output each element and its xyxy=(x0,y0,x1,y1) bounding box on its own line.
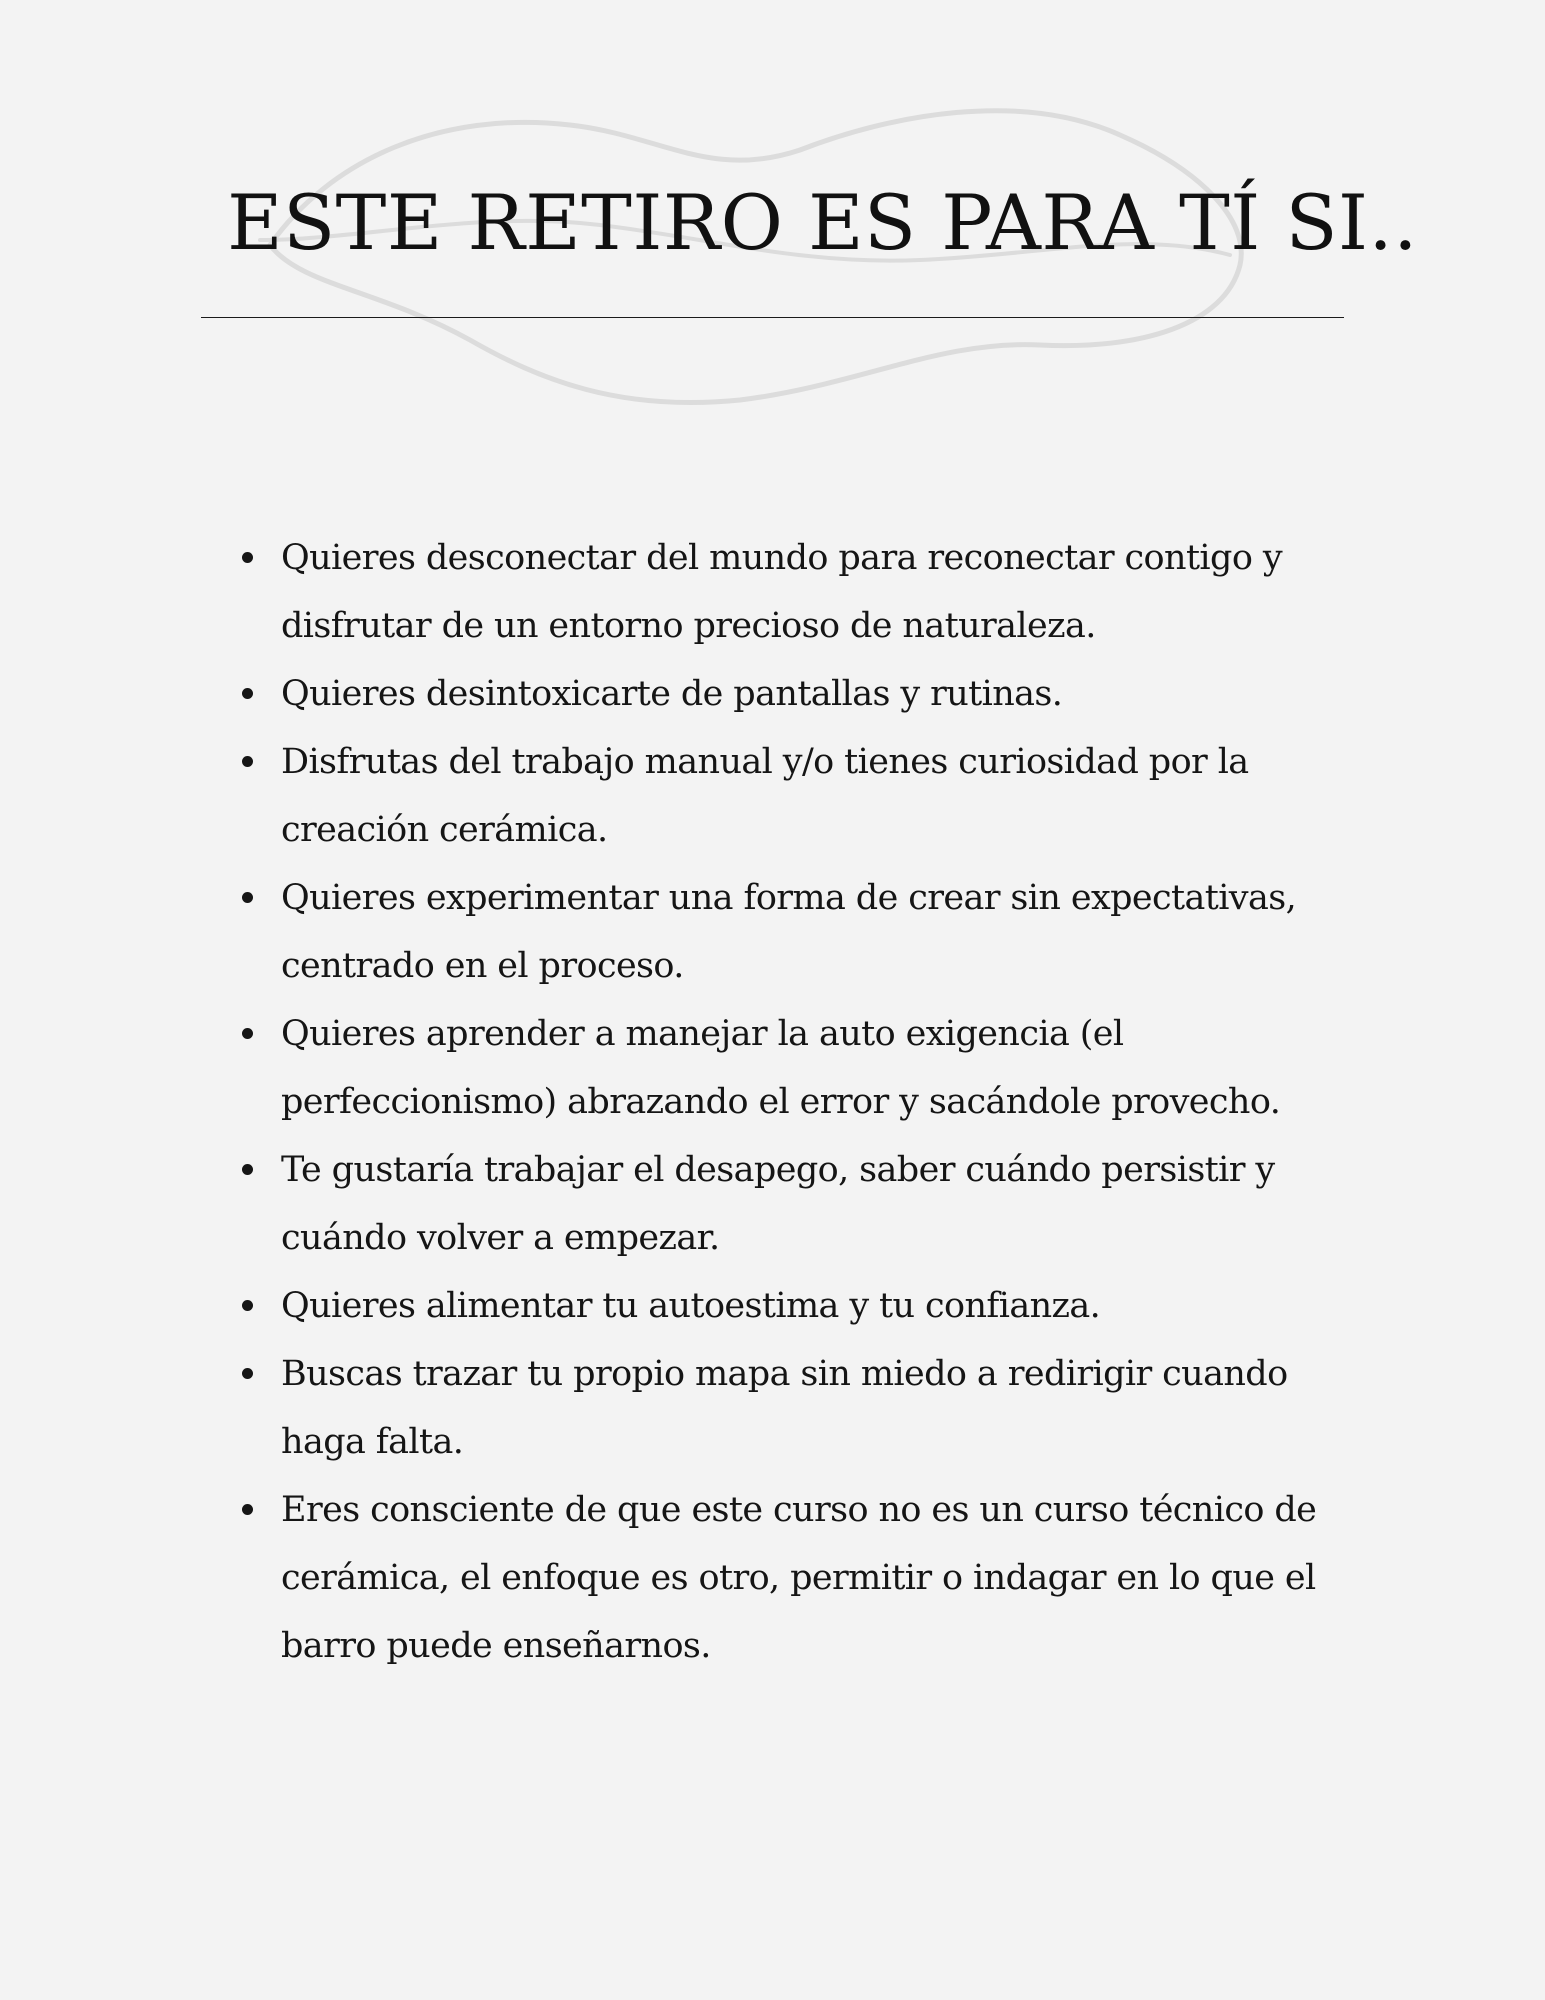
list-item xyxy=(281,524,1361,660)
page-title: ESTE RETIRO ES PARA TÍ SI.. xyxy=(227,178,1418,267)
list-item-text: Quieres desconectar del mundo para reconectar contigo y disfrutar de un entorno precioso de naturaleza. xyxy=(281,538,1282,646)
bullet-icon xyxy=(242,688,253,699)
bullet-icon xyxy=(242,756,253,767)
list-item-text: Te gustaría trabajar el desapego, saber cuándo persistir y cuándo volver a empezar. xyxy=(281,1150,1275,1258)
list-item-text: Quieres alimentar tu autoestima y tu confianza. xyxy=(281,1286,1101,1326)
list-item xyxy=(281,1476,1361,1680)
list-item xyxy=(281,1272,1361,1340)
bullet-icon xyxy=(242,1504,253,1515)
list-item xyxy=(281,1340,1361,1476)
bullet-icon xyxy=(242,1028,253,1039)
bullet-icon xyxy=(242,1300,253,1311)
list-item xyxy=(281,728,1361,864)
list-item xyxy=(281,864,1361,1000)
list-item-text: Quieres aprender a manejar la auto exigencia (el perfeccionismo) abrazando el error y sacándole provecho. xyxy=(281,1014,1281,1122)
list-item-text: Disfrutas del trabajo manual y/o tienes curiosidad por la creación cerámica. xyxy=(281,742,1249,850)
list-item-text: Eres consciente de que este curso no es un curso técnico de cerámica, el enfoque es otro, permitir o indagar en lo que el barro puede enseñarnos. xyxy=(281,1490,1317,1666)
list-item-text: Quieres experimentar una forma de crear sin expectativas, centrado en el proceso. xyxy=(281,878,1297,986)
list-item-text: Quieres desintoxicarte de pantallas y rutinas. xyxy=(281,674,1063,714)
criteria-list xyxy=(281,524,1361,1680)
list-item-text: Buscas trazar tu propio mapa sin miedo a redirigir cuando haga falta. xyxy=(281,1354,1288,1462)
title-divider xyxy=(201,317,1344,318)
list-item xyxy=(281,1000,1361,1136)
bullet-icon xyxy=(242,1368,253,1379)
list-item xyxy=(281,660,1361,728)
list-item xyxy=(281,1136,1361,1272)
bullet-icon xyxy=(242,552,253,563)
bullet-icon xyxy=(242,892,253,903)
bullet-icon xyxy=(242,1164,253,1175)
